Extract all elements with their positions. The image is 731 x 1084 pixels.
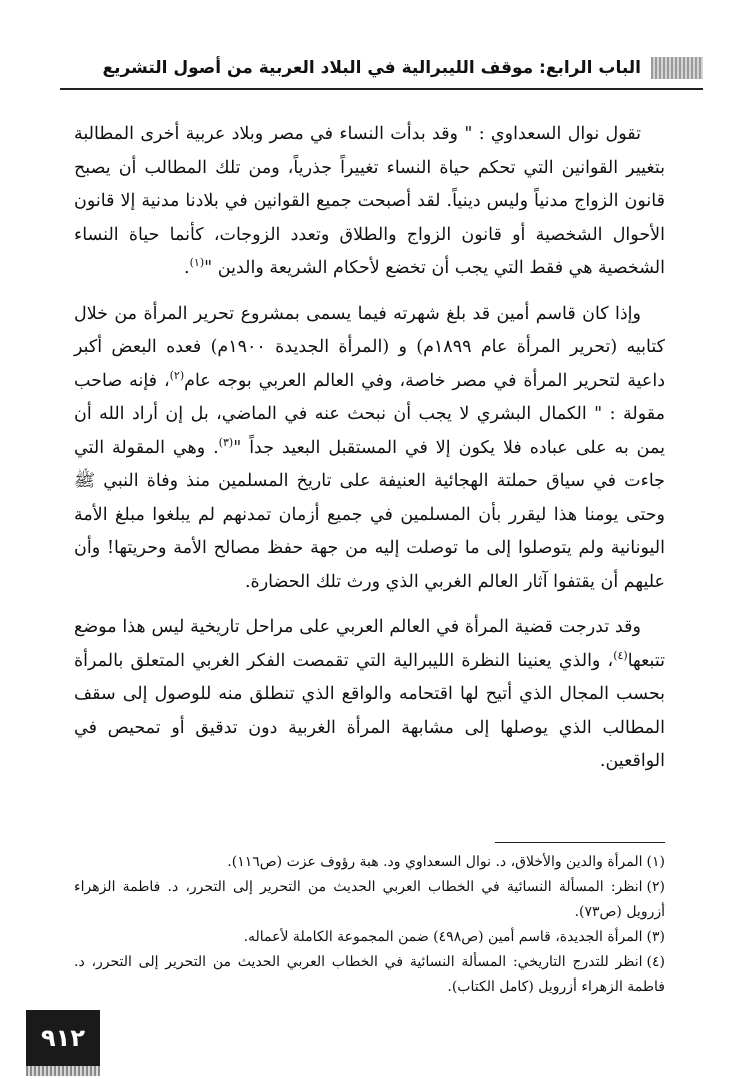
footnote-4 bbox=[74, 950, 665, 1000]
footnote-number: (٣) bbox=[646, 929, 665, 945]
paragraph-2-quote: ، فإنه صاحب مقولة : " الكمال البشري لا يجب أن نبحث عنه في الماضي، بل إن أراد الله أن يمن به على عباده فلا يكون إلا في المستقبل البعيد جداً " bbox=[74, 370, 665, 458]
chapter-title: الباب الرابع: موقف الليبرالية في البلاد العربية من أصول التشريع bbox=[102, 58, 641, 78]
page-number: ٩١٢ bbox=[26, 1010, 100, 1066]
paragraph-1-tail: . bbox=[184, 258, 190, 278]
page-number-decoration bbox=[26, 1066, 100, 1076]
footnote-text: انظر: المسألة النسائية في الخطاب العربي الحديث من التحرير إلى التحرر، د. فاطمة الزهراء أزرويل (ص٧٣). bbox=[74, 879, 665, 920]
footnote-ref-2: (٢) bbox=[169, 368, 185, 382]
footnote-text: المرأة والدين والأخلاق، د. نوال السعداوي ود. هبة رؤوف عزت (ص١١٦). bbox=[227, 854, 643, 870]
paragraph-3-text: وقد تدرجت قضية المرأة في العالم العربي على مراحل تاريخية ليس هذا موضع تتبعها bbox=[74, 617, 665, 671]
paragraph-2 bbox=[74, 298, 665, 600]
paragraph-1 bbox=[74, 118, 665, 286]
footnote-1 bbox=[74, 850, 665, 875]
footnotes bbox=[74, 850, 665, 1000]
footnote-number: (٤) bbox=[646, 954, 665, 970]
paragraph-2-tail: . وهي المقولة التي جاءت في سياق حملتة الهجائية العنيفة على تاريخ المسلمين منذ وفاة النبي ﷺ وحتى يومنا هذا ليقرر بأن المسلمين في جميع أزمان تمدنهم لم يبلغوا مبلغ الأمة اليونانية ولم يتوصلوا إلى ما توصلت إليه من جهة حفظ مصالح الأمة وحريتها! وأن عليهم أن يقتفوا آثار العالم الغربي الذي ورث تلك الحضارة. bbox=[74, 437, 665, 592]
header-marker-decoration bbox=[651, 57, 703, 79]
footnote-ref-4: (٤) bbox=[613, 648, 628, 662]
paragraph-2-text: وإذا كان قاسم أمين قد بلغ شهرته فيما يسمى بمشروع تحرير المرأة من خلال كتابيه (تحرير المرأة عام ١٨٩٩م) و (المرأة الجديدة ١٩٠٠م) فعده البعض أكبر داعية لتحرير المرأة في مصر خاصة، وفي العالم العربي بوجه عام bbox=[74, 303, 666, 391]
footnote-separator bbox=[495, 842, 665, 843]
footnote-text: انظر للتدرج التاريخي: المسألة النسائية في الخطاب العربي الحديث من التحرير إلى التحرر، د. فاطمة الزهراء أزرويل (كامل الكتاب). bbox=[74, 954, 665, 995]
running-header bbox=[60, 46, 703, 90]
paragraph-3 bbox=[74, 611, 665, 779]
footnote-ref-1: (١) bbox=[189, 256, 205, 270]
paragraph-3-tail: ، والذي يعنينا النظرة الليبرالية التي تقمصت الفكر الغربي المتعلق بالمرأة بحسب المجال الذي أتيح لها اقتحامه والواقع الذي تنطلق منه للوصول إلى سقف المطالب الذي يوصلها إلى مشابهة المرأة الغربية دون تدقيق أو تمحيص في الواقعين. bbox=[74, 650, 665, 771]
footnote-2 bbox=[74, 875, 665, 925]
footnote-number: (٢) bbox=[646, 879, 665, 895]
footnote-number: (١) bbox=[646, 854, 665, 870]
footnote-text: المرأة الجديدة، قاسم أمين (ص٤٩٨) ضمن المجموعة الكاملة لأعماله. bbox=[243, 929, 643, 945]
footnote-ref-3: (٣) bbox=[218, 435, 234, 449]
header-rule bbox=[60, 88, 703, 90]
paragraph-1-text: تقول نوال السعداوي : " وقد بدأت النساء في مصر وبلاد عربية أخرى المطالبة بتغيير القوانين التي تحكم حياة النساء تغييراً جذرياً، ومن تلك المطالب أن يصبح قانون الزواج مدنياً وليس دينياً. لقد أصبحت جميع القوانين في بلادنا مدنية إلا قانون الأحوال الشخصية أو قانون الزواج والطلاق وتعدد الزوجات، كأنما حياة النساء الشخصية هي فقط التي يجب أن تخضع لأحكام الشريعة والدين " bbox=[74, 124, 665, 278]
footnote-3 bbox=[74, 925, 665, 950]
body-text bbox=[74, 118, 665, 779]
